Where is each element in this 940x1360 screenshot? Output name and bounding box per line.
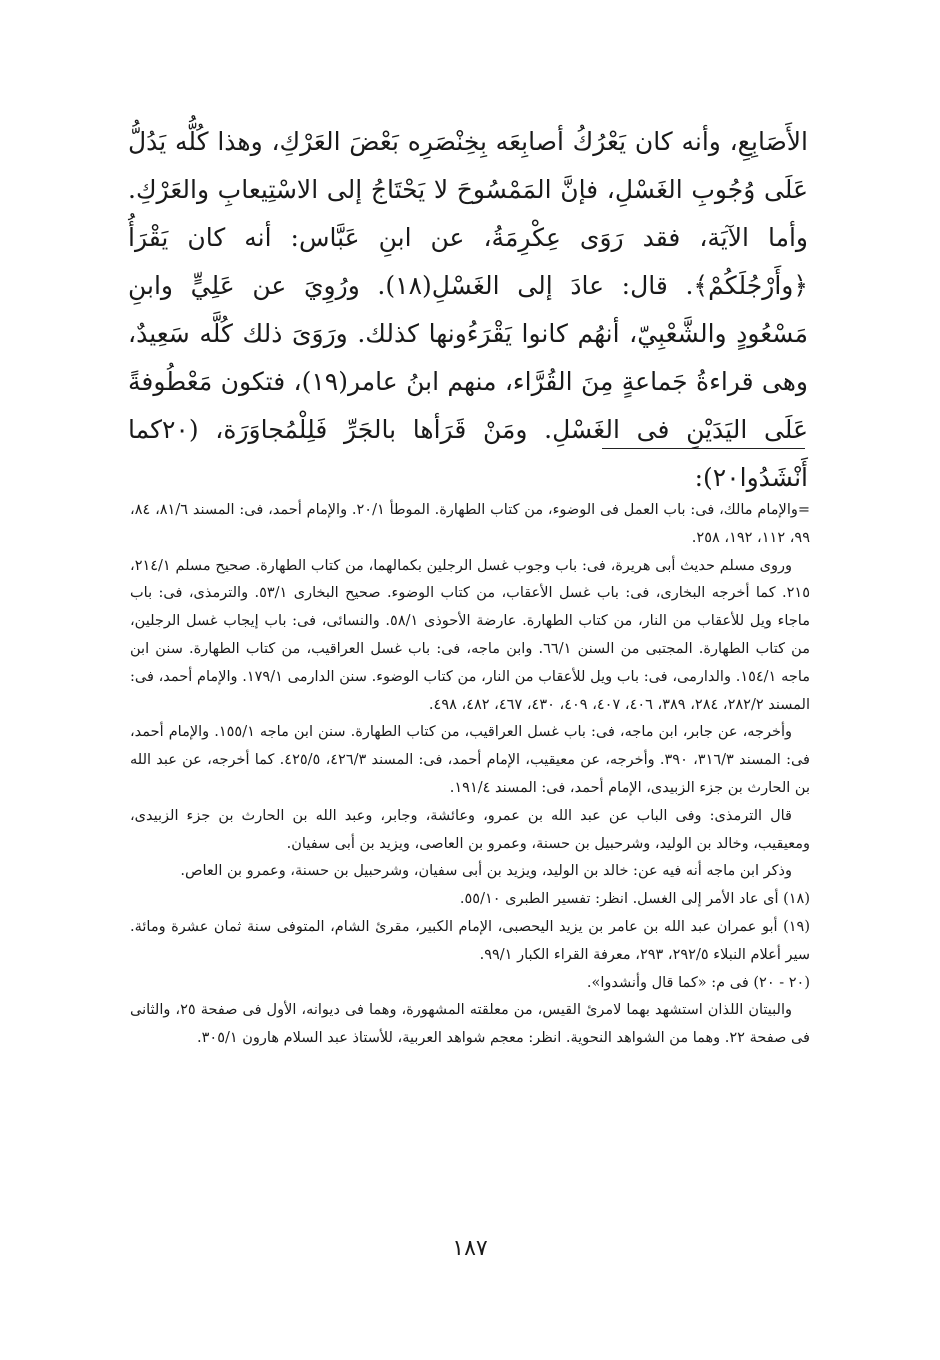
footnote-tirmidhi: قال الترمذى: وفى الباب عن عبد الله بن عمرو، وعائشة، وجابر، وعبد الله بن الحارث بن جزء الزبيدى، ومعيقيب، وخالد بن الوليد، وشرحبيل بن حسنة، وعمرو بن العاصى، ويزيد بن أبى سفيان. [130,807,810,852]
footnote-continuation: =والإمام مالك، فى: باب العمل فى الوضوء، من كتاب الطهارة. الموطأ ٢٠/١. والإمام أحمد، فى: المسند ٨١/٦، ٨٤، ٩٩، ١١٢، ١٩٢، ٢٥٨. [130,502,810,546]
main-paragraph: الأَصَابِعِ، وأنه كان يَعْرُكُ أصابِعَه بِخِنْصَرِه بَعْضَ العَرْكِ، وهذا كُلُّه يَدُلُّ عَلَى وُجُوبِ الغَسْلِ، فإنَّ المَمْسُوحَ لا يَحْتَاجُ إلى الاسْتِيعابِ والعَرْكِ. وأما الآيَة، فقد رَوَى عِكْرِمَةُ، عن ابنِ عَبَّاس: أنه كان يَقْرَأُ ﴿وأَرْجُلَكُمْ﴾. قال: عادَ إلى الغَسْلِ(١٨). ورُوِيَ عن عَلِيٍّ وابنِ مَسْعُودٍ والشَّعْبِيّ، أنهُم كانوا يَقْرَءُونها كذلك. ورَوَىَ ذلك كُلَّه سَعِيدٌ، وهى قراءةُ جَماعةٍ مِنَ القُرَّاء، منهم ابنُ عامر(١٩)، فتكون مَعْطُوفةً عَلَى اليَدَيْنِ فى الغَسْلِ. ومَنْ قَرَأها بالجَرِّ فَلِلْمُجاوَرَة، (٢٠كما أَنْشَدُوا٢٠): [128,127,808,492]
main-text-block [128,118,808,502]
page-number: ١٨٧ [452,1236,488,1261]
footnote-jabir: وأخرجه، عن جابر، ابن ماجه، فى: باب غسل العراقيب، من كتاب الطهارة. سنن ابن ماجه ١٥٥/١. والإمام أحمد، فى: المسند ٣١٦/٣، ٣٩٠. وأخرجه، عن معيقيب، الإمام أحمد، فى: المسند ٤٢٦/٣، ٤٢٥/٥. كما أخرجه، عن عبد الله بن الحارث بن جزء الزبيدى، الإمام أحمد، فى: المسند ١٩١/٤. [130,724,810,796]
footnote-19: (١٩) أبو عمران عبد الله بن عامر بن يزيد اليحصبى، الإمام الكبير، مقرئ الشام، المتوفى سنة ثمان عشرة ومائة. سير أعلام النبلاء ٢٩٢/٥، ٢٩٣، معرفة القراء الكبار ٩٩/١. [130,918,810,963]
footnote-muslim-hadith: وروى مسلم حديث أبى هريرة، فى: باب وجوب غسل الرجلين بكمالهما، من كتاب الطهارة. صحيح مسلم ٢١٤/١، ٢١٥. كما أخرجه البخارى، فى: باب غسل الأعقاب، من كتاب الوضوء. صحيح البخارى ٥٣/١. والترمذى، فى: باب ماجاء ويل للأعقاب من النار، من كتاب الطهارة. عارضة الأحوذى ٥٨/١. والنسائى، فى: باب إيجاب غسل الرجلين، من كتاب الطهارة. المجتبى من السنن ٦٦/١. وابن ماجه، فى: باب غسل العراقيب، من كتاب الطهارة. سنن ابن ماجه ١٥٤/١. والدارمى، فى: باب ويل للأعقاب من النار، من كتاب الوضوء. سنن الدارمى ١٧٩/١. والإمام أحمد، فى: المسند ٢٨٢/٢، ٢٨٤، ٣٨٩، ٤٠٦، ٤٠٧، ٤٠٩، ٤٣٠، ٤٦٧، ٤٨٢، ٤٩٨. [130,557,811,713]
footnote-20: (٢٠ - ٢٠) فى م: «كما قال وأنشدوا». [586,974,810,991]
footnotes-block [130,497,810,1053]
footnote-18: (١٨) أى عاد الأمر إلى الغسل. انظر: تفسير الطبرى ٥٥/١٠. [459,891,810,908]
footnote-poetry: والبيتان اللذان استشهد بهما لامرئ القيس، من معلقته المشهورة، وهما فى ديوانه، الأول فى صفحة ٢٥، والثانى فى صفحة ٢٢. وهما من الشواهد النحوية. انظر: معجم شواهد العربية، للأستاذ عبد السلام هارون ٣٠٥/١. [130,1002,810,1047]
footnote-ibn-majah: وذكر ابن ماجه أنه فيه عن: خالد بن الوليد، ويزيد بن أبى سفيان، وشرحبيل بن حسنة، وعمرو بن العاص. [180,863,792,880]
footnote-divider [602,448,805,449]
